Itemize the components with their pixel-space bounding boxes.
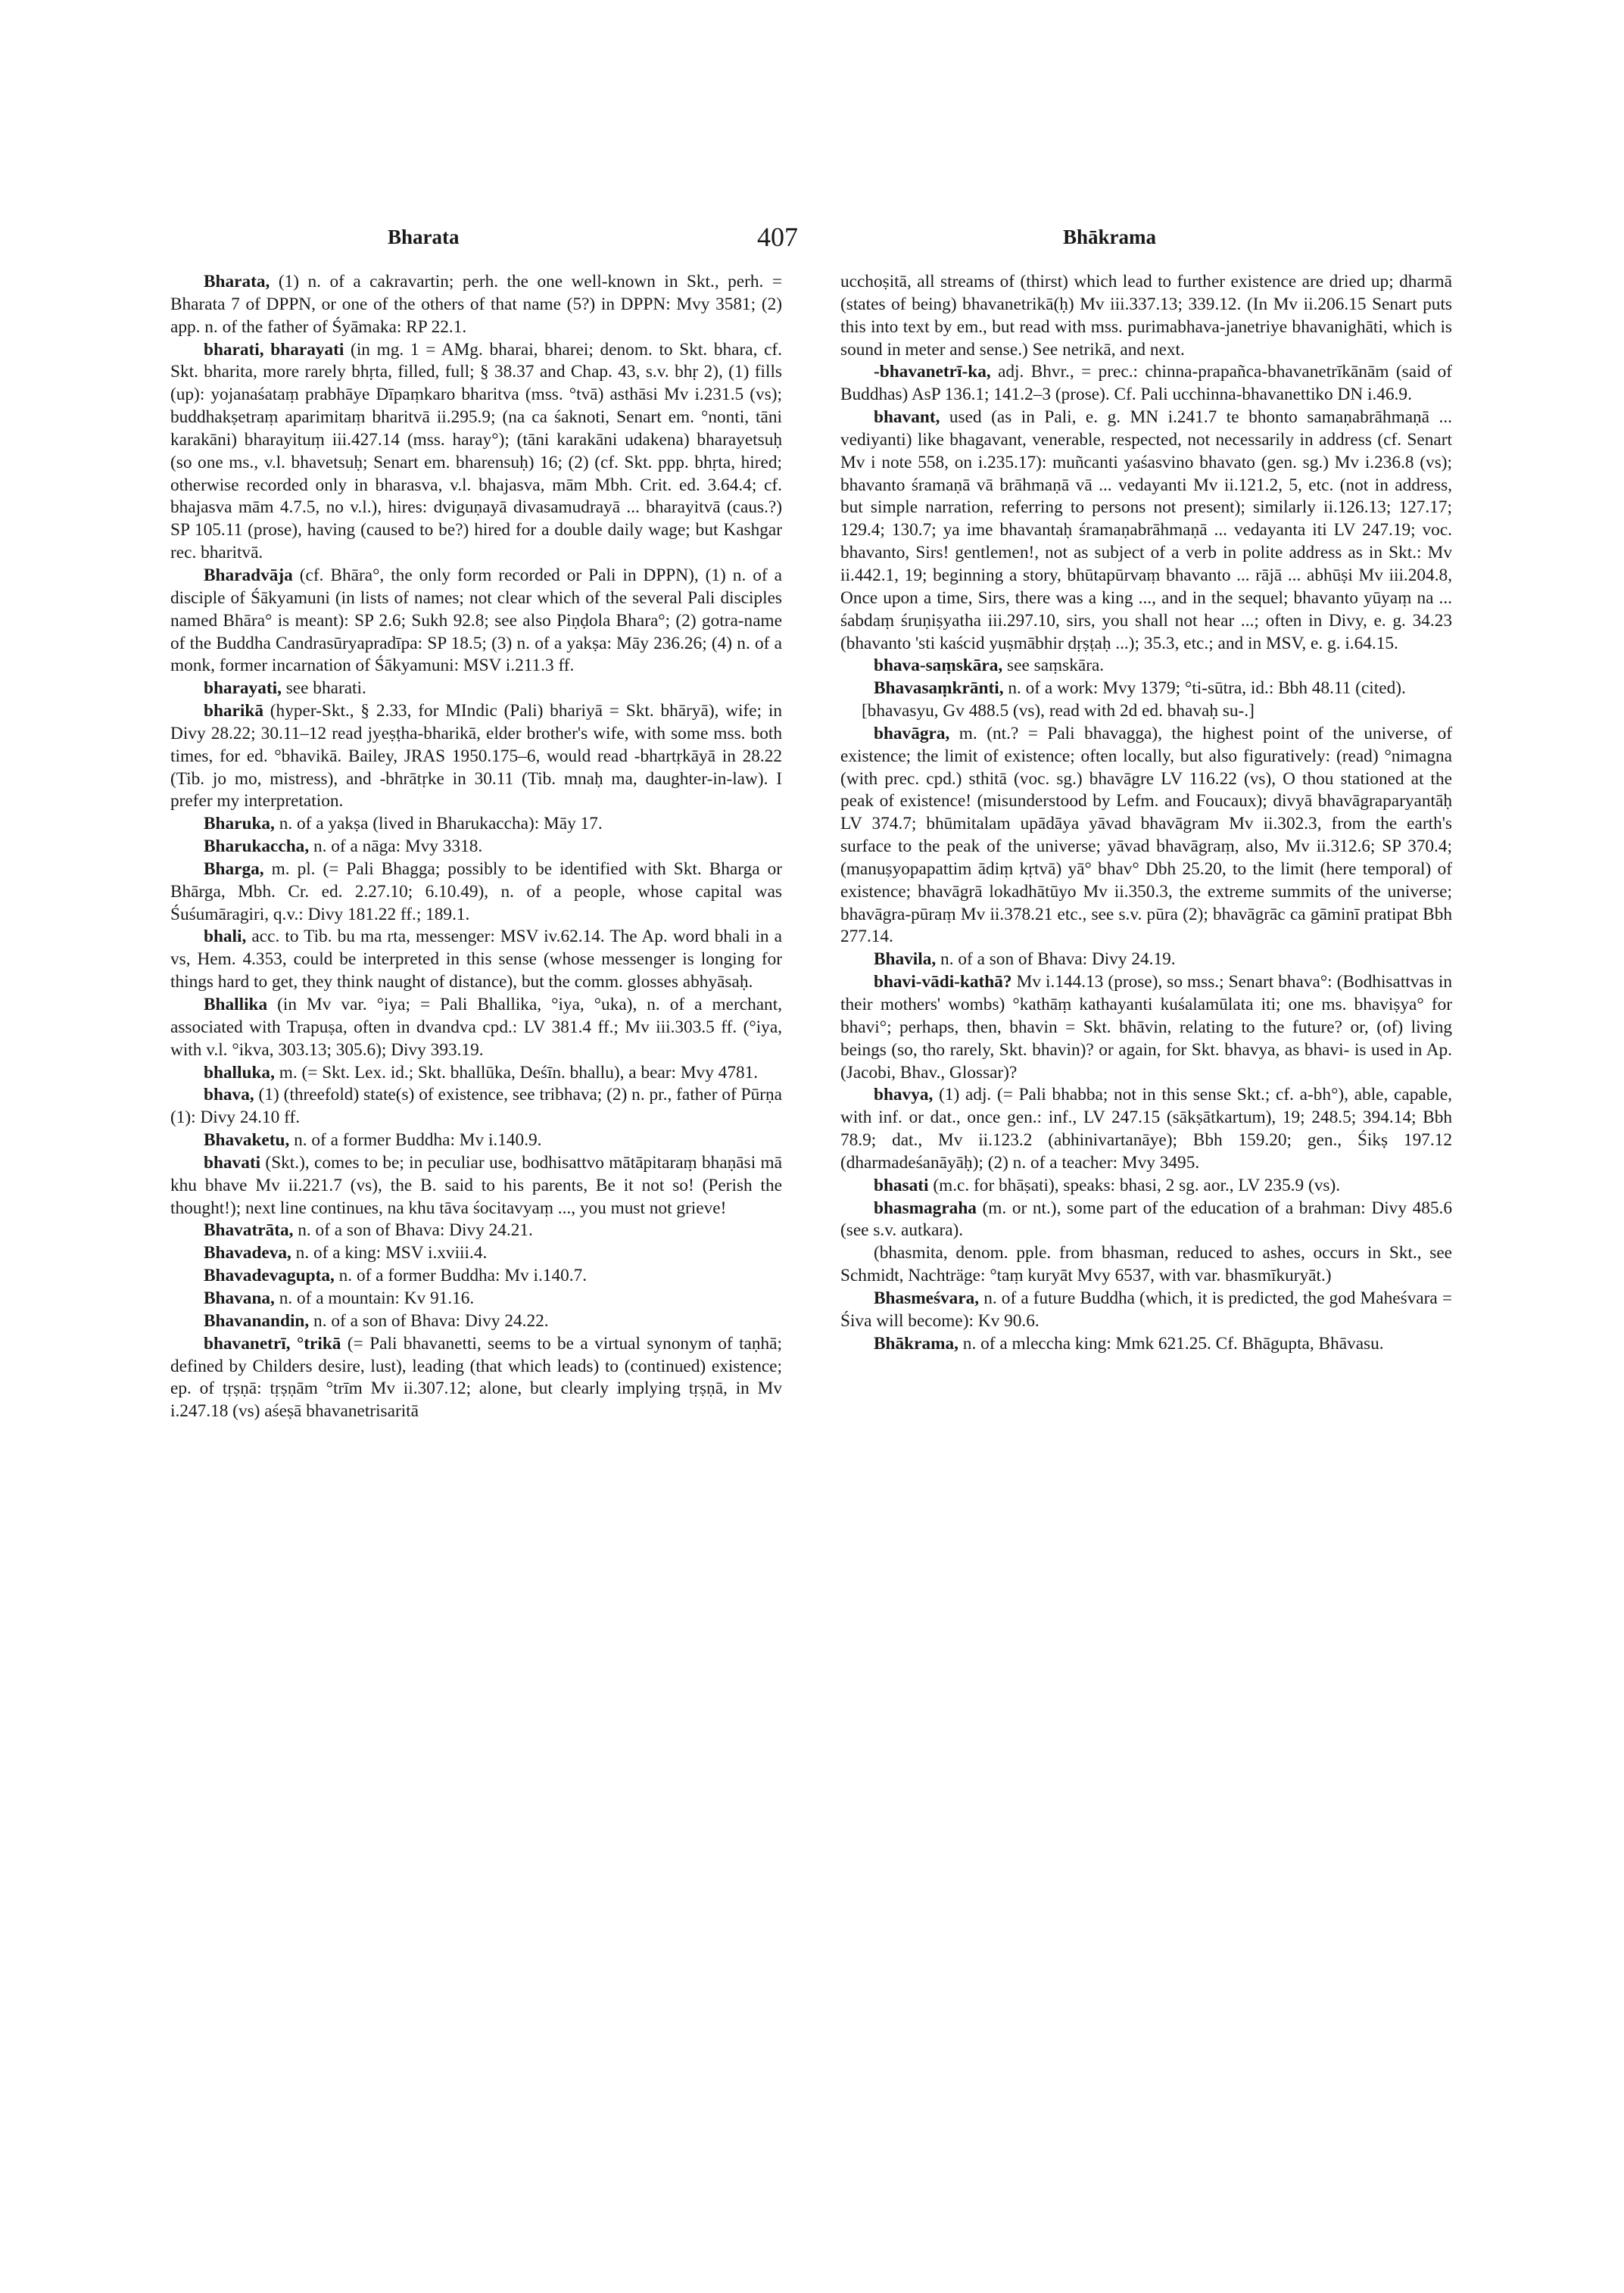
headword: Bharadvāja — [204, 565, 293, 585]
headword: -bhavanetrī-ka, — [874, 362, 991, 382]
headword: Bhallika — [204, 995, 268, 1014]
headword: Bhavasaṃkrānti, — [874, 678, 1004, 699]
dictionary-entry — [840, 1175, 1452, 1198]
dictionary-entry — [170, 836, 782, 858]
headword: Bharukaccha, — [204, 837, 310, 857]
dictionary-entry — [840, 949, 1452, 971]
headword: Bharuka, — [204, 814, 275, 834]
entry-body: n. of a former Buddha: Mv i.140.7. — [334, 1266, 588, 1286]
entry-body: n. of a former Buddha: Mv i.140.9. — [289, 1130, 542, 1151]
entry-body: acc. to Tib. bu ma rta, messenger: MSV iv.62.14. The Ap. word bhali in a vs, Hem. 4.353, could be interpreted in this sense (whose messenger is longing for things hard to get, they think naught of distance), but the comm. glosses abhyāsaḥ. — [170, 927, 782, 992]
headword: Bhavila, — [874, 949, 937, 970]
headword: bhali, — [204, 927, 247, 947]
headword: bharati, bharayati — [204, 339, 344, 360]
entry-body: m. pl. (= Pali Bhagga; possibly to be identified with Skt. Bharga or Bhārga, Mbh. Cr. ed. 2.27.10; 6.10.49), n. of a people, whose capital was Śuśumāragiri, q.v.: Divy 181.22 ff.; 189.1. — [170, 858, 782, 924]
dictionary-entry — [170, 813, 782, 836]
entry-body: (Skt.), comes to be; in peculiar use, bodhisattvo mātāpitaraṃ bhaṇāsi mā khu bhave Mv ii.221.7 (vs), the B. said to his parents, Be it not so! (Perish the thought!); next line continues, na khu tāva śocitavyaṃ ..., you must not grieve! — [170, 1152, 782, 1218]
headword: Bhavatrāta, — [204, 1220, 294, 1241]
dictionary-entry — [840, 1288, 1452, 1333]
dictionary-entry — [170, 678, 782, 700]
dictionary-entry — [170, 565, 782, 678]
headword: bhava-saṃskāra, — [874, 656, 1003, 676]
headword: bhavanetrī, °trikā — [204, 1333, 341, 1354]
entry-body: (in mg. 1 = AMg. bharai, bharei; denom. to Skt. bhara, cf. Skt. bharita, more rarely bhṛta, filled, full; § 38.37 and Chap. 43, s.v. bhṛ 2), (1) fills (up): yojanaśataṃ prabhāye Dīpaṃkaro bharitva (mss. °tvā) asthāsi Mv i.231.5 (vs); buddhakṣetraṃ aparimitaṃ bharitvā ii.295.9; (na ca śaknoti, Senart em. °nonti, tāni karakāni) bharayituṃ iii.427.14 (mss. haray°); (tāni karakāni udakena) bharayetsuḥ (so one ms., v.l. bhavetsuḥ; Senart em. bharensuḥ) 16; (2) (cf. Skt. ppp. bhṛta, hired; otherwise recorded only in bharasva, v.l. bhajasva, mām Mbh. Crit. ed. 3.64.4; cf. bhajasva mām 4.7.5, no v.l.), hires: dviguṇayā divasamudrayā ... bharayitvā (caus.?) SP 105.11 (prose), having (caused to be?) hired for a double daily wage; but Kashgar rec. bharitvā. — [170, 339, 782, 563]
entry-body: (1) n. of a cakravartin; perh. the one well-known in Skt., perh. = Bharata 7 of DPPN, or one of the others of that name (5?) in DPPN: Mvy 3581; (2) app. n. of the father of Śyāmaka: RP 22.1. — [170, 272, 782, 337]
dictionary-entry — [840, 678, 1452, 700]
dictionary-entry — [170, 700, 782, 813]
headword: bhalluka, — [204, 1062, 275, 1083]
page-number: 407 — [757, 222, 798, 252]
dictionary-entry — [170, 1288, 782, 1310]
running-head-right: Bhākrama — [1063, 226, 1157, 248]
dictionary-entry — [840, 1333, 1452, 1356]
dictionary-entry — [170, 926, 782, 994]
headword: Bhākrama, — [874, 1333, 959, 1354]
dictionary-entry — [170, 1242, 782, 1265]
entry-body: (1) (threefold) state(s) of existence, see tribhava; (2) n. pr., father of Pūrṇa (1): Divy 24.10 ff. — [170, 1085, 782, 1128]
dictionary-entry — [840, 1198, 1452, 1243]
headword: Bhavanandin, — [204, 1310, 310, 1331]
entry-body: adj. Bhvr., = prec.: chinna-prapañca-bhavanetrīkānām (said of Buddhas) AsP 136.1; 141.2–3 (prose). Cf. Pali ucchinna-bhavanettiko DN i.46.9. — [840, 362, 1452, 405]
entry-body: [bhavasyu, Gv 488.5 (vs), read with 2d ed. bhavaḥ su-.] — [862, 701, 1255, 721]
dictionary-entry — [170, 1265, 782, 1288]
dictionary-entry — [840, 723, 1452, 949]
dictionary-entry — [170, 339, 782, 565]
headword: Bhasmeśvara, — [874, 1288, 980, 1308]
headword: Bhavadevagupta, — [204, 1266, 335, 1286]
entry-body: see bharati. — [281, 678, 366, 699]
dictionary-entry — [170, 1333, 782, 1423]
entry-body: Mv i.144.13 (prose), so mss.; Senart bhava°: (Bodhisattvas in their mothers' wombs) °kathāṃ kathayanti kuśalamūlata iti; one ms. bhaviṣya° for bhavi°; perhaps, then, bhavin = Skt. bhāvin, relating to the future? or, (of) living beings (so, tho rarely, Skt. bhavin)? or again, for Skt. bhavya, as bhavi- is used in Ap. (Jacobi, Bhav., Glossar)? — [840, 972, 1452, 1083]
dictionary-entry — [170, 271, 782, 339]
dictionary-entry — [170, 1310, 782, 1333]
entry-body: m. (nt.? = Pali bhavagga), the highest point of the universe, of existence; the limit of existence; often locally, but also figuratively: (read) °nimagna (with prec. cpd.) sthitā (voc. sg.) bhavāgre LV 116.22 (vs), O thou stationed at the peak of existence! (misunderstood by Lefm. and Foucaux); divyā bhavāgraparyantāḥ LV 374.7; bhūmitalam upādāya yāvad bhavāgram Mv ii.302.3, from the earth's surface to the peak of the universe; yāvad bhavāgraṃ, also, Mv ii.312.6; SP 370.4; (manuṣyopapattim ādiṃ kṛtvā) yā° bhav° Dbh 25.20, to the limit (here temporal) of existence; bhavāgrā lokadhātūyo Mv ii.350.3, the extreme summits of the universe; bhavāgra-pūraṃ Mv ii.378.21 etc., see s.v. pūra (2); bhavāgrāc ca gāminī pratipat Bbh 277.14. — [840, 723, 1452, 947]
dictionary-entry — [840, 655, 1452, 678]
entry-body: (hyper-Skt., § 2.33, for MIndic (Pali) bhariyā = Skt. bhāryā), wife; in Divy 28.22; 30.11–12 read jyeṣṭha-bharikā, elder brother's wife, with some mss. both times, for ed. °bhavikā. Bailey, JRAS 1950.175–6, would read -bhartṛkāyā in 28.22 (Tib. jo mo, mistress), and -bhrātṛke in 30.11 (Tib. mnaḥ ma, daughter-in-law). I prefer my interpretation. — [170, 701, 782, 812]
dictionary-entry — [170, 858, 782, 927]
headword: bharikā — [204, 701, 263, 721]
entry-body: (= Pali bhavanetti, seems to be a virtual synonym of taṇhā; defined by Childers desire, lust), leading (that which leads) to (continued) existence; ep. of tṛṣṇā: tṛṣṇām °trīm Mv ii.307.12; alone, but clearly implying tṛṣṇā, in Mv i.247.18 (vs) aśeṣā bhavanetrisaritā — [170, 1333, 782, 1422]
entry-body: n. of a king: MSV i.xviii.4. — [291, 1243, 488, 1263]
entry-body: n. of a future Buddha (which, it is predicted, the god Maheśvara = Śiva will become): Kv 90.6. — [840, 1288, 1452, 1331]
entry-body: (1) adj. (= Pali bhabba; not in this sense Skt.; cf. a-bh°), able, capable, with inf. or dat., once gen.: inf., LV 247.15 (sākṣātkartum), 19; 248.5; 394.14; Bbh 78.9; dat., Mv ii.123.2 (abhinivartanāye); Bbh 159.20; gen., Śikṣ 197.12 (dharmadeśanāyāḥ); (2) n. of a teacher: Mvy 3495. — [840, 1085, 1452, 1173]
dictionary-entry — [170, 1084, 782, 1129]
entry-body: (cf. Bhāra°, the only form recorded or Pali in DPPN), (1) n. of a disciple of Śākyamuni (in lists of names; not clear which of the several Pali disciples named Bhāra° is meant): SP 2.6; Sukh 92.8; see also Piṇḍola Bhara°; (2) gotra-name of the Buddha Candrasūryapradīpa: SP 18.5; (3) n. of a yakṣa: Māy 236.26; (4) n. of a monk, former incarnation of Śākyamuni: MSV i.211.3 ff. — [170, 565, 782, 676]
entry-body: (bhasmita, denom. pple. from bhasman, reduced to ashes, occurs in Skt., see Schmidt, Nachträge: °taṃ kuryāt Mvy 6537, with var. bhasmīkuryāt.) — [840, 1243, 1452, 1286]
entry-body: n. of a mountain: Kv 91.16. — [274, 1288, 475, 1308]
headword: bhava, — [204, 1085, 254, 1105]
entry-body: n. of a nāga: Mvy 3318. — [309, 837, 483, 857]
headword: Bhavaketu, — [204, 1130, 290, 1151]
dictionary-entry — [840, 700, 1452, 723]
dictionary-entry — [840, 1084, 1452, 1174]
entry-body: (m. or nt.), some part of the education of a brahman: Divy 485.6 (see s.v. autkara). — [840, 1198, 1452, 1241]
entry-body: n. of a son of Bhava: Divy 24.21. — [293, 1220, 533, 1241]
headword: bhasati — [874, 1175, 929, 1195]
dictionary-entry — [840, 407, 1452, 655]
dictionary-entry — [840, 971, 1452, 1084]
dictionary-entry — [170, 1129, 782, 1152]
entry-body: n. of a son of Bhava: Divy 24.19. — [936, 949, 1176, 970]
entry-body: n. of a work: Mvy 1379; °ti-sūtra, id.: Bbh 48.11 (cited). — [1003, 678, 1406, 699]
entry-body: n. of a mleccha king: Mmk 621.25. Cf. Bhāgupta, Bhāvasu. — [958, 1333, 1384, 1354]
page-header — [0, 221, 1624, 266]
entry-body: ucchoṣitā, all streams of (thirst) which lead to further existence are dried up; dharmā (states of being) bhavanetrikā(ḥ) Mv iii.337.13; 339.12. (In Mv ii.206.15 Senart puts this into text by em., but read with mss. purimabhava-janetriye bhavanighāti, which is sound in meter and sense.) See netrikā, and next. — [840, 272, 1452, 360]
headword: bhavant, — [874, 407, 940, 428]
running-head-left: Bharata — [388, 226, 460, 248]
headword: Bhavadeva, — [204, 1243, 291, 1263]
headword: Bharga, — [204, 858, 264, 879]
headword: bhavi-vādi-kathā? — [874, 972, 1012, 992]
entry-body: n. of a yakṣa (lived in Bharukaccha): Māy 17. — [274, 814, 603, 834]
dictionary-entry — [840, 361, 1452, 407]
headword: Bharata, — [204, 272, 270, 291]
dictionary-entry — [170, 1062, 782, 1085]
headword: bhavāgra, — [874, 723, 950, 743]
headword: bhavati — [204, 1152, 261, 1173]
dictionary-entry — [840, 1242, 1452, 1288]
entry-body: used (as in Pali, e. g. MN i.241.7 te bhonto samaṇabrāhmaṇā ... vediyanti) like bhagavant, venerable, respected, not necessarily in address (cf. Senart Mv i note 558, on i.235.17): muñcanti yaśasvino bhavato (gen. sg.) Mv i.236.8 (vs); bhavanto śramaṇā vā brāhmaṇā vā ... vedayanti Mv ii.121.2, 5, etc. (not in address, but simple narration, referring to persons not present); similarly ii.126.13; 127.17; 129.4; 130.7; ya ime bhavantaḥ śramaṇabrāhmaṇā ... vedayanta iti LV 247.19; voc. bhavanto, Sirs! gentlemen!, not as subject of a verb in polite address as in Skt.: Mv ii.442.1, 19; beginning a story, bhūtapūrvaṃ bhavanto ... rājā ... abhūṣi Mv iii.204.8, Once upon a time, Sirs, there was a king ..., and in the sequel; bhavanto yūyaṃ na ... śabdaṃ śruṇiṣyatha iii.297.10, sirs, you shall not hear ...; often in Divy, e. g. 34.23 (bhavanto 'sti kaścid yuṣmābhir dṛṣṭaḥ ...); 35.3, etc.; and in MSV, e. g. i.64.15. — [840, 407, 1452, 653]
headword: bhavya, — [874, 1085, 934, 1105]
headword: bhasmagraha — [874, 1198, 977, 1218]
entry-body: m. (= Skt. Lex. id.; Skt. bhallūka, Deśīn. bhallu), a bear: Mvy 4781. — [274, 1062, 759, 1083]
entry-body: (m.c. for bhāṣati), speaks: bhasi, 2 sg. aor., LV 235.9 (vs). — [928, 1175, 1341, 1195]
left-column — [170, 271, 782, 1423]
dictionary-entry-continuation — [840, 271, 1452, 361]
entry-body: (in Mv var. °iya; = Pali Bhallika, °iya, °uka), n. of a merchant, associated with Trapuṣa, often in dvandva cpd.: LV 381.4 ff.; Mv iii.303.5 ff. (°iya, with v.l. °ikva, 303.13; 305.6); Divy 393.19. — [170, 995, 782, 1060]
entry-body: n. of a son of Bhava: Divy 24.22. — [309, 1310, 549, 1331]
entry-body: see saṃskāra. — [1002, 656, 1105, 676]
dictionary-entry — [170, 994, 782, 1062]
dictionary-entry — [170, 1220, 782, 1242]
dictionary-entry — [170, 1152, 782, 1220]
right-column — [840, 271, 1452, 1356]
headword: bharayati, — [204, 678, 282, 699]
headword: Bhavana, — [204, 1288, 275, 1308]
